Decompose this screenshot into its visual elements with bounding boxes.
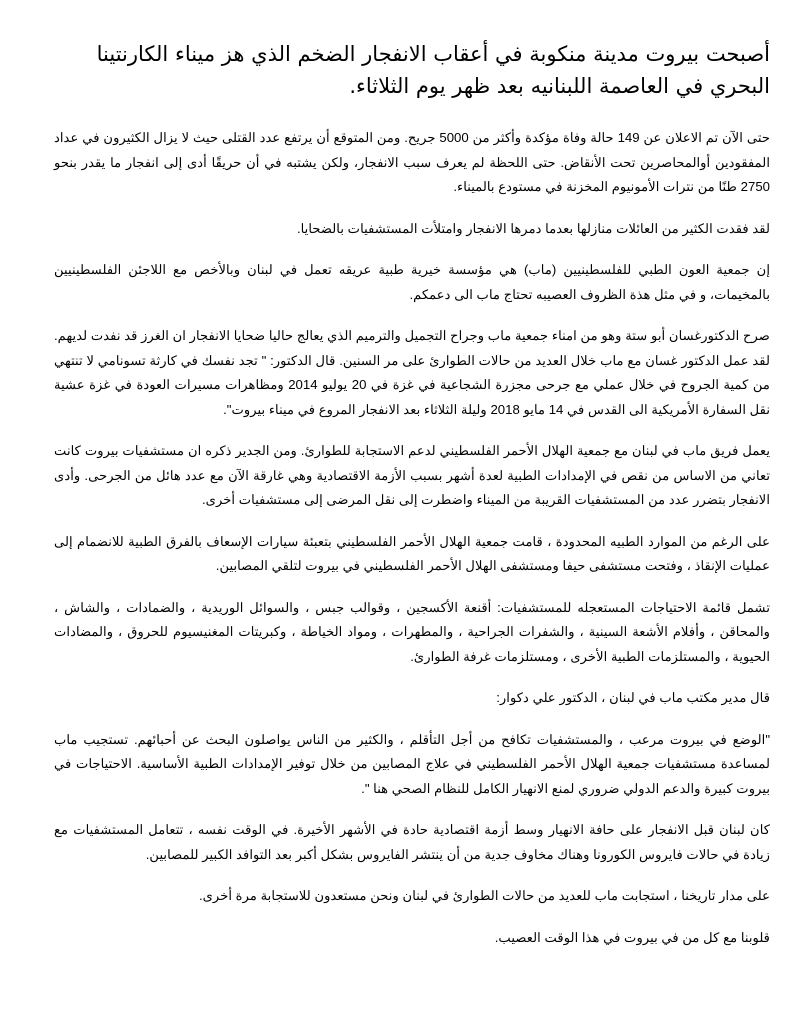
paragraph-director-intro: قال مدير مكتب ماب في لبنان ، الدكتور علي دكوار: [496, 690, 770, 705]
paragraph-dr-ghassan: صرح الدكتورغسان أبو ستة وهو من امناء جمعية ماب وجراح التجميل والترميم الذي يعالج حاليا ضحايا الانفجار ان الغرز قد نفدت لديهم. لقد عمل الدكتور غسان مع ماب خلال العديد من حالات الطوارئ على مر السنين. قال الدكتور: " تجد نفسك في كارثة تسونامي لا تنتهي من كمية الجروح في خلال عملي مع جرحى مجزرة الشجاعية في غزة في 20 يوليو 2014 ومظاهرات مسيرات العودة في غزة عشية نقل السفارة الأمريكية الى القدس في 14 مايو 2018 وليلة الثلاثاء بعد الانفجار المروع في ميناء بيروت". [54, 328, 770, 417]
paragraph-families: لقد فقدت الكثير من العائلات منازلها بعدما دمرها الانفجار وامتلأت المستشفيات بالضحايا. [296, 220, 770, 236]
paragraph-map-intro: إن جمعية العون الطبي للفلسطينيين (ماب) هي مؤسسة خيرية طبية عريقه تعمل في لبنان وبالأخص مع اللاجئن الفلسطينيين بالمخيمات، و في مثل هذة الظروف العصيبه تحتاج ماب الى دعمكم. [54, 262, 770, 302]
paragraph-prcs-support: يعمل فريق ماب في لبنان مع جمعية الهلال الأحمر الفلسطيني لدعم الاستجابة للطوارئ. ومن الجدير ذكره ان مستشفيات بيروت كانت تعاني من الاساس من نقص في الإمدادات الطبية لعدة أشهر بسبب الأزمة الاقتصادية وهي غارقة الآن مع عدد هائل من الجرحى. وأدى الانفجار بتضرر عدد من المستشفيات القريبة من الميناء واضطرت إلى نقل المرضى إلى مستشفيات أخرى. [54, 443, 770, 507]
paragraph-needs-list: تشمل قائمة الاحتياجات المستعجله للمستشفيات: أقنعة الأكسجين ، وقوالب جبس ، والسوائل الوريدية ، والضمادات ، والشاش ، والمحاقن ، وأفلام الأشعة السينية ، والشفرات الجراحية ، والمطهرات ، ومواد الخياطة ، وكبريتات المغنيسيوم للحروق ، والمضادات الحيوية ، والمستلزمات الطبية الأخرى ، ومستلزمات غرفة الطوارئ. [54, 599, 770, 664]
paragraph-casualties: حتى الآن تم الاعلان عن 149 حالة وفاة مؤكدة وأكثر من 5000 جريح. ومن المتوقع أن يرتفع عدد القتلى حيث لا يزال الكثيرون في عداد المفقودين أوالمحاصرين تحت الأنقاض. حتى اللحظة لم يعرف سبب الانفجار، ولكن يشتبه في أن حريقًا أدى إلى انفجار ما يقدر بنحو 2750 طنًا من نترات الأمونيوم المخزنة في مستودع بالميناء. [54, 130, 770, 194]
paragraph-closing: قلوبنا مع كل من في بيروت في هذا الوقت العصيب. [494, 929, 770, 945]
paragraph-economic-crisis: كان لبنان قبل الانفجار على حافة الانهيار وسط أزمة اقتصادية حادة في الأشهر الأخيرة. في الوقت نفسه ، تتعامل المستشفيات مع زيادة في حالات فايروس الكورونا وهناك مخاوف جدية من أن ينتشر الفايروس بشكل أكبر بعد التوافد الكبير للمصابين. [54, 822, 770, 862]
paragraph-ambulances: على الرغم من الموارد الطبيه المحدودة ، قامت جمعية الهلال الأحمر الفلسطيني بتعبئة سيارات الإسعاف بالفرق الطبية للانضمام إلى عمليات الإنقاذ ، وفتحت مستشفى حيفا ومستشفى الهلال الأحمر الفلسطيني في بيروت لتلقي المصابين. [54, 533, 770, 573]
article-headline: أصبحت بيروت مدينة منكوبة في أعقاب الانفجار الضخم الذي هز ميناء الكارنتينا البحري في العاصمة اللبنانيه بعد ظهر يوم الثلاثاء. [96, 42, 770, 98]
paragraph-history: على مدار تاريخنا ، استجابت ماب للعديد من حالات الطوارئ في لبنان ونحن مستعدون للاستجابة مرة أخرى. [198, 888, 770, 903]
paragraph-director-quote: "الوضع في بيروت مرعب ، والمستشفيات تكافح من أجل التأقلم ، والكثير من الناس يواصلون البحث عن أحبائهم. تستجيب ماب لمساعدة مستشفيات جمعية الهلال الأحمر الفلسطيني في علاج المصابين من خلال توفير الإمدادات الطبية الأساسية. الاحتياجات في بيروت كبيرة والدعم الدولي ضروري لمنع الانهيار الكامل للنظام الصحي هنا ". [54, 731, 770, 796]
